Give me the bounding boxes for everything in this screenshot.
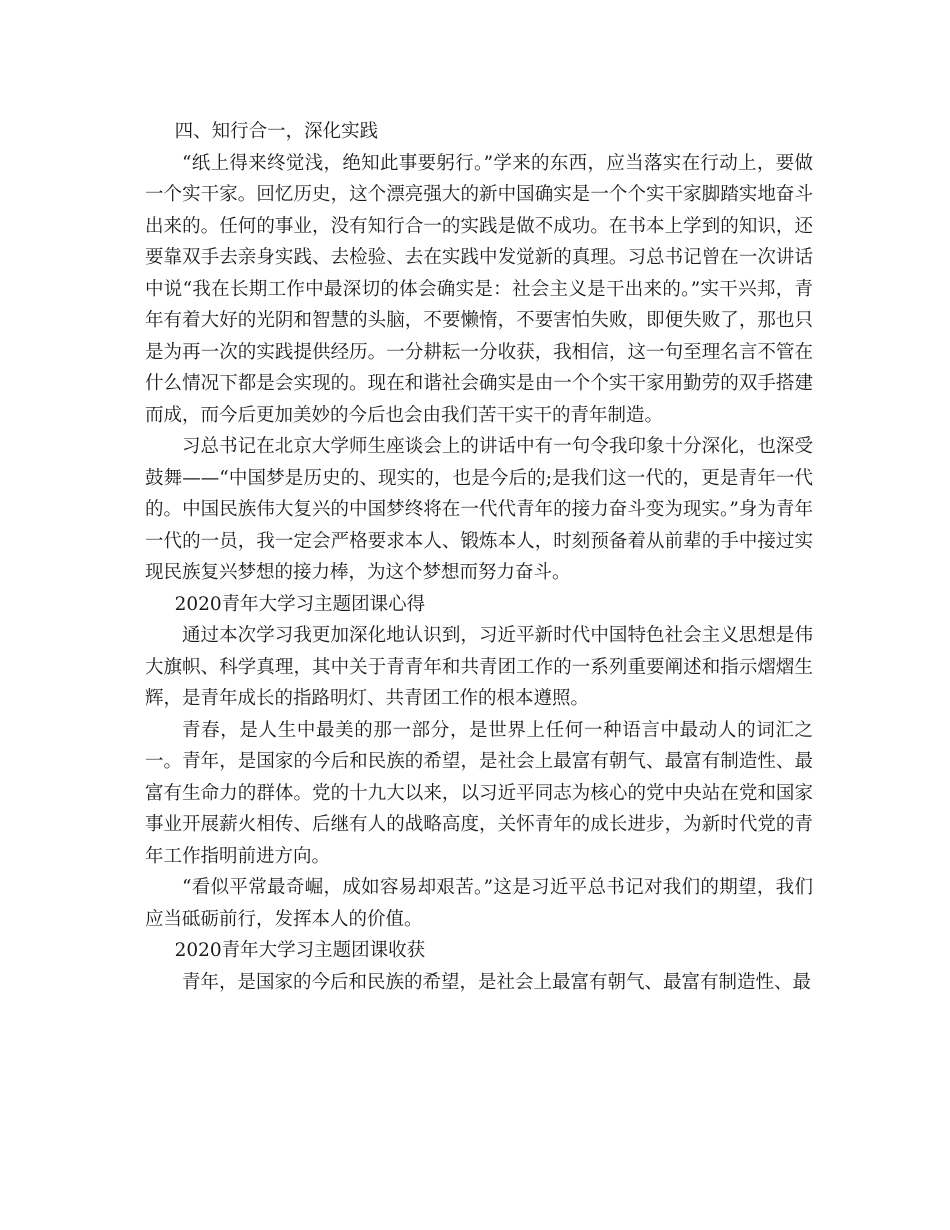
paragraph-youth: 青春，是人生中最美的那一部分，是世界上任何一种语言中最动人的词汇之一。青年，是国家的今后和民族的希望，是社会上最富有朝气、最富有制造性、最富有生命力的群体。党的十九大以来，以习近平同志为核心的党中央站在党和国家事业开展薪火相传、后继有人的战略高度，关怀青年的成长进步，为新时代党的青年工作指明前进方向。 — [145, 719, 813, 867]
paragraph-chinese-dream: 习总书记在北京大学师生座谈会上的讲话中有一句令我印象十分深化，也深受鼓舞——“中国梦是历史的、现实的，也是今后的;是我们这一代的，更是青年一代的。中国民族伟大复兴的中国梦终将在一代代青年的接力奋斗变为现实。”身为青年一代的一员，我一定会严格要求本人、锻炼本人，时刻预备着从前辈的手中接过实现民族复兴梦想的接力棒，为这个梦想而努力奋斗。 — [145, 436, 813, 583]
section-heading: 四、知行合一，深化实践 — [174, 121, 379, 142]
document-page — [145, 116, 813, 998]
paragraph-youth-hope: 青年，是国家的今后和民族的希望，是社会上最富有朝气、最富有制造性、最 — [182, 971, 812, 993]
heading-lesson-reflection: 2020青年大学习主题团课心得 — [174, 593, 426, 615]
paragraph-study-understanding: 通过本次学习我更加深化地认识到，习近平新时代中国特色社会主义思想是伟大旗帜、科学真理，其中关于青青年和共青团工作的一系列重要阐述和指示熠熠生辉，是青年成长的指路明灯、共青团工作的根本遵照。 — [145, 625, 813, 709]
paragraph-expectation: “看似平常最奇崛，成如容易却艰苦。”这是习近平总书记对我们的期望，我们应当砥砺前行，发挥本人的价值。 — [145, 877, 813, 930]
paragraph-practice: “纸上得来终觉浅，绝知此事要躬行。”学来的东西，应当落实在行动上，要做一个实干家。回忆历史，这个漂亮强大的新中国确实是一个个实干家脚踏实地奋斗出来的。任何的事业，没有知行合一的实践是做不成功。在书本上学到的知识，还要靠双手去亲身实践、去检验、去在实践中发觉新的真理。习总书记曾在一次讲话中说“我在长期工作中最深切的体会确实是：社会主义是干出来的。”实干兴邦，青年有着大好的光阴和智慧的头脑，不要懒惰，不要害怕失败，即便失败了，那也只是为再一次的实践提供经历。一分耕耘一分收获，我相信，这一句至理名言不管在什么情况下都是会实现的。现在和谐社会确实是由一个个实干家用勤劳的双手搭建而成，而今后更加美妙的今后也会由我们苦干实干的青年制造。 — [145, 152, 813, 426]
heading-lesson-gains: 2020青年大学习主题团课收获 — [174, 940, 426, 961]
